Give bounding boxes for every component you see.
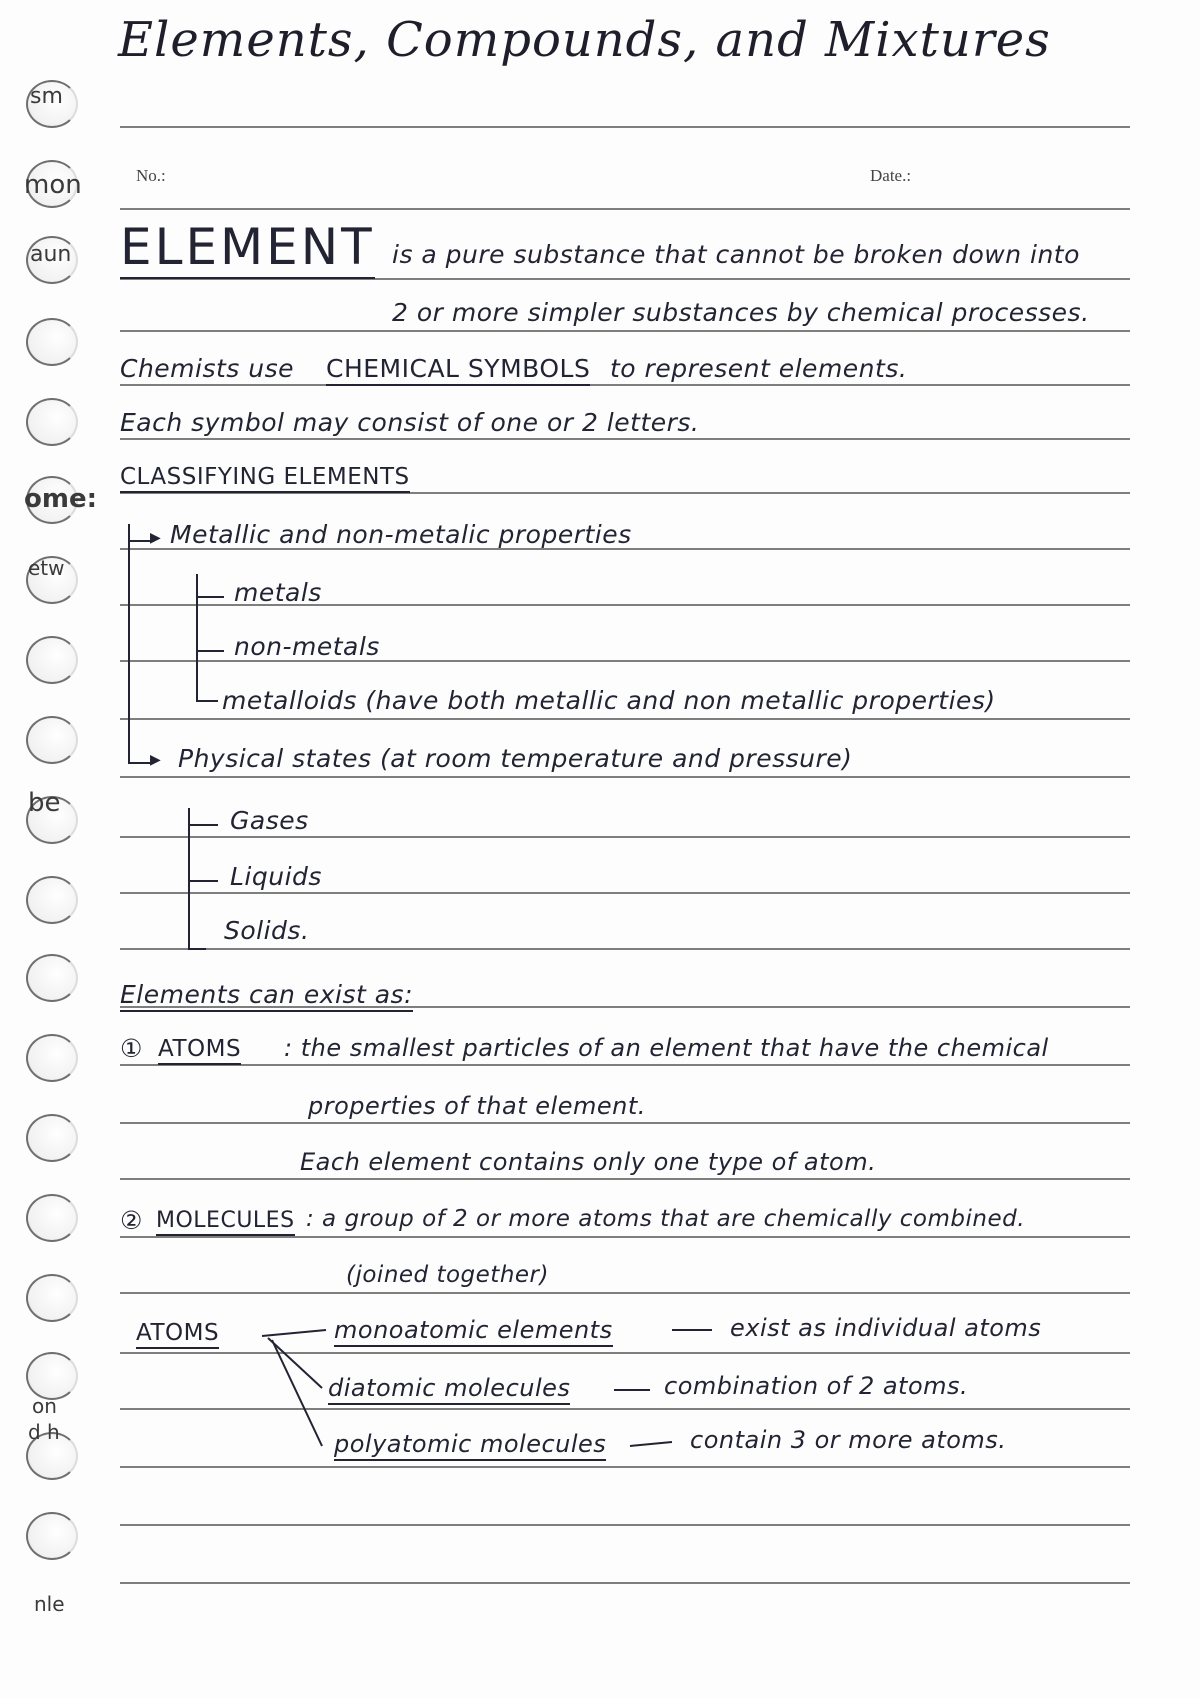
margin-fragment: etw [28,556,65,580]
classifying-group2-item: Liquids [230,862,322,891]
molecules-number: ② [120,1206,143,1235]
atoms-tree-left: diatomic molecules [328,1374,570,1405]
molecules-definition-line1: : a group of 2 or more atoms that are chemically combined. [306,1206,1026,1232]
page-title: Elements, Compounds, and Mixtures [118,12,1051,68]
number-label: No.: [136,166,166,185]
element-definition-line2: 2 or more simpler substances by chemical processes. [392,298,1090,327]
atoms-definition-line1: : the smallest particles of an element that have the chemical [284,1034,1049,1062]
arrow-icon: ▶ [150,752,161,768]
classifying-group2: Physical states (at room temperature and pressure) [178,744,853,773]
classifying-group1-item: non-metals [234,632,380,661]
margin-fragment: d h [28,1420,60,1444]
margin-fragment: aun [30,242,72,267]
classifying-group1-item: metals [234,578,322,607]
atoms-definition-line2: properties of that element. [308,1092,646,1120]
arrow-icon: ▶ [150,530,161,546]
classifying-group1-item: metalloids (have both metallic and non metallic properties) [222,686,996,715]
classifying-heading: CLASSIFYING ELEMENTS [120,464,410,493]
atoms-tree-root: ATOMS [136,1320,219,1349]
atoms-definition-line3: Each element contains only one type of atom. [300,1148,877,1176]
classifying-group2-item: Solids. [224,916,310,945]
atoms-tree-left: monoatomic elements [334,1316,613,1347]
classifying-group2-item: Gases [230,806,309,835]
atoms-tree-right: contain 3 or more atoms. [690,1426,1007,1454]
atoms-term: ATOMS [158,1036,241,1065]
margin-fragment: sm [30,84,63,109]
margin-fragment: nle [34,1592,65,1616]
margin-fragment: mon [24,170,82,200]
element-definition-line1: is a pure substance that cannot be broken down into [392,240,1080,269]
atoms-tree-right: exist as individual atoms [730,1314,1042,1342]
element-term: ELEMENT [120,218,375,279]
date-label: Date.: [870,166,912,185]
margin-fragment: be [28,788,61,818]
atoms-tree-right: combination of 2 atoms. [664,1372,969,1400]
molecules-definition-line2: (joined together) [346,1262,549,1288]
symbols-line1-pre: Chemists use [120,354,295,383]
margin-fragment: ome: [24,484,97,514]
margin-fragment: on [32,1394,57,1418]
molecules-term: MOLECULES [156,1208,295,1236]
classifying-group1: Metallic and non-metalic properties [170,520,632,549]
symbols-line1-post: to represent elements. [610,354,908,383]
symbols-line2: Each symbol may consist of one or 2 letters. [120,408,700,437]
exist-heading: Elements can exist as: [120,980,413,1012]
atoms-tree-left: polyatomic molecules [334,1430,606,1461]
atoms-number: ① [120,1034,143,1063]
chemical-symbols-term: CHEMICAL SYMBOLS [326,354,590,386]
